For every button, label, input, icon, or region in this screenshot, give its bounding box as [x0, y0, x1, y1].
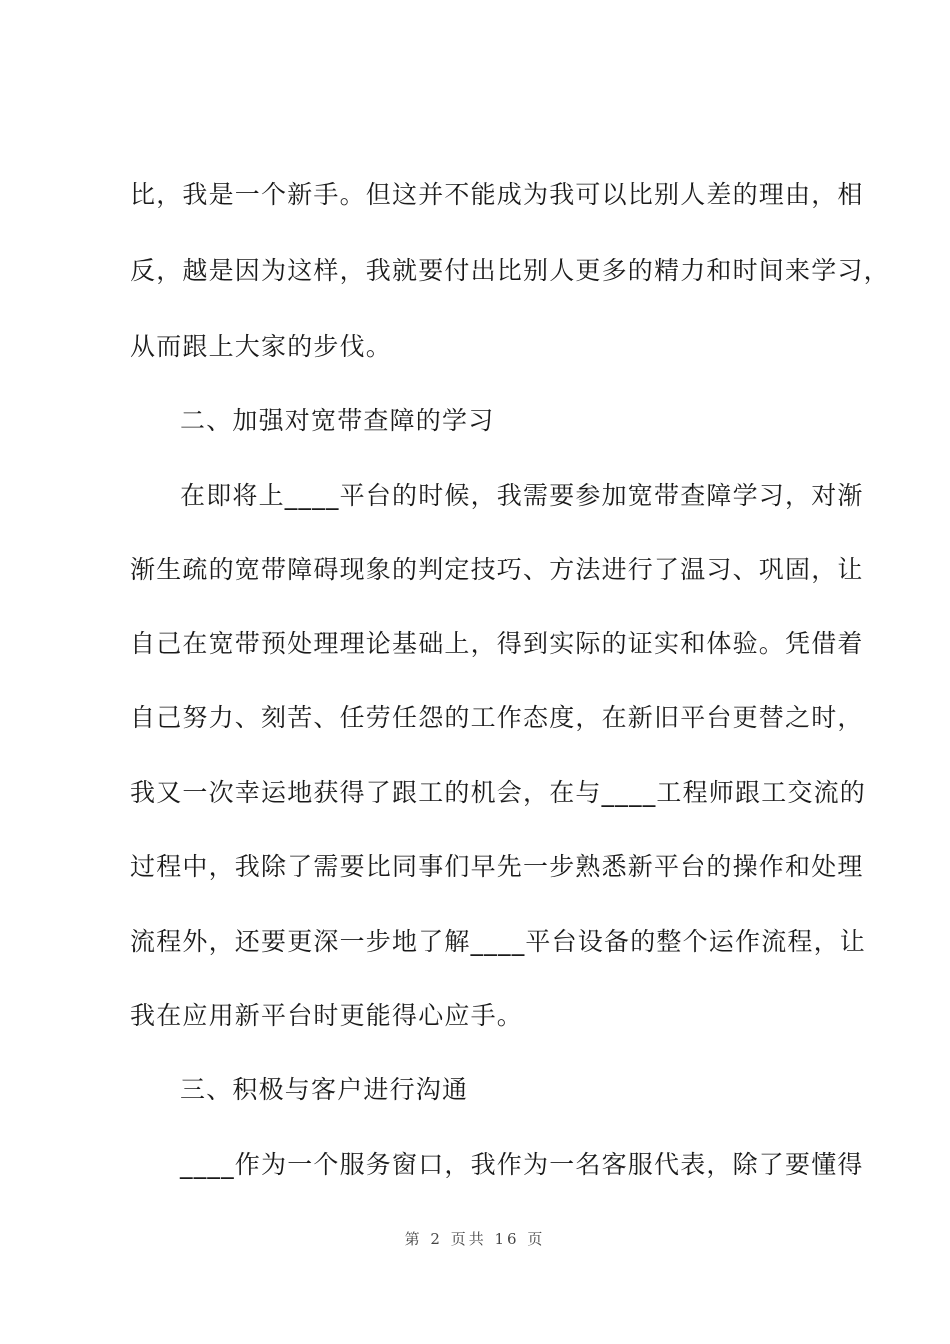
paragraph-line: 自己在宽带预处理理论基础上，得到实际的证实和体验。凭借着: [130, 629, 864, 658]
paragraph-line: 比，我是一个新手。但这并不能成为我可以比别人差的理由，相: [130, 180, 864, 209]
section-heading: 三、积极与客户进行沟通: [180, 1075, 469, 1104]
paragraph-line: 流程外，还要更深一步地了解____平台设备的整个运作流程，让: [130, 927, 867, 956]
paragraph-line: 自己努力、刻苦、任劳任怨的工作态度，在新旧平台更替之时，: [130, 703, 864, 732]
paragraph-line: 反，越是因为这样，我就要付出比别人更多的精力和时间来学习，: [130, 256, 890, 285]
paragraph-line: 从而跟上大家的步伐。: [130, 332, 393, 361]
paragraph-line: 我又一次幸运地获得了跟工的机会，在与____工程师跟工交流的: [130, 778, 867, 807]
paragraph-line: 在即将上____平台的时候，我需要参加宽带查障学习，对渐: [180, 481, 864, 510]
section-heading: 二、加强对宽带查障的学习: [180, 406, 495, 435]
paragraph-line: ____作为一个服务窗口，我作为一名客服代表，除了要懂得: [180, 1150, 864, 1179]
paragraph-line: 过程中，我除了需要比同事们早先一步熟悉新平台的操作和处理: [130, 852, 864, 881]
paragraph-line: 渐生疏的宽带障碍现象的判定技巧、方法进行了温习、巩固，让: [130, 555, 864, 584]
page-number: 第 2 页共 16 页: [404, 1230, 546, 1248]
paragraph-line: 我在应用新平台时更能得心应手。: [130, 1001, 524, 1030]
